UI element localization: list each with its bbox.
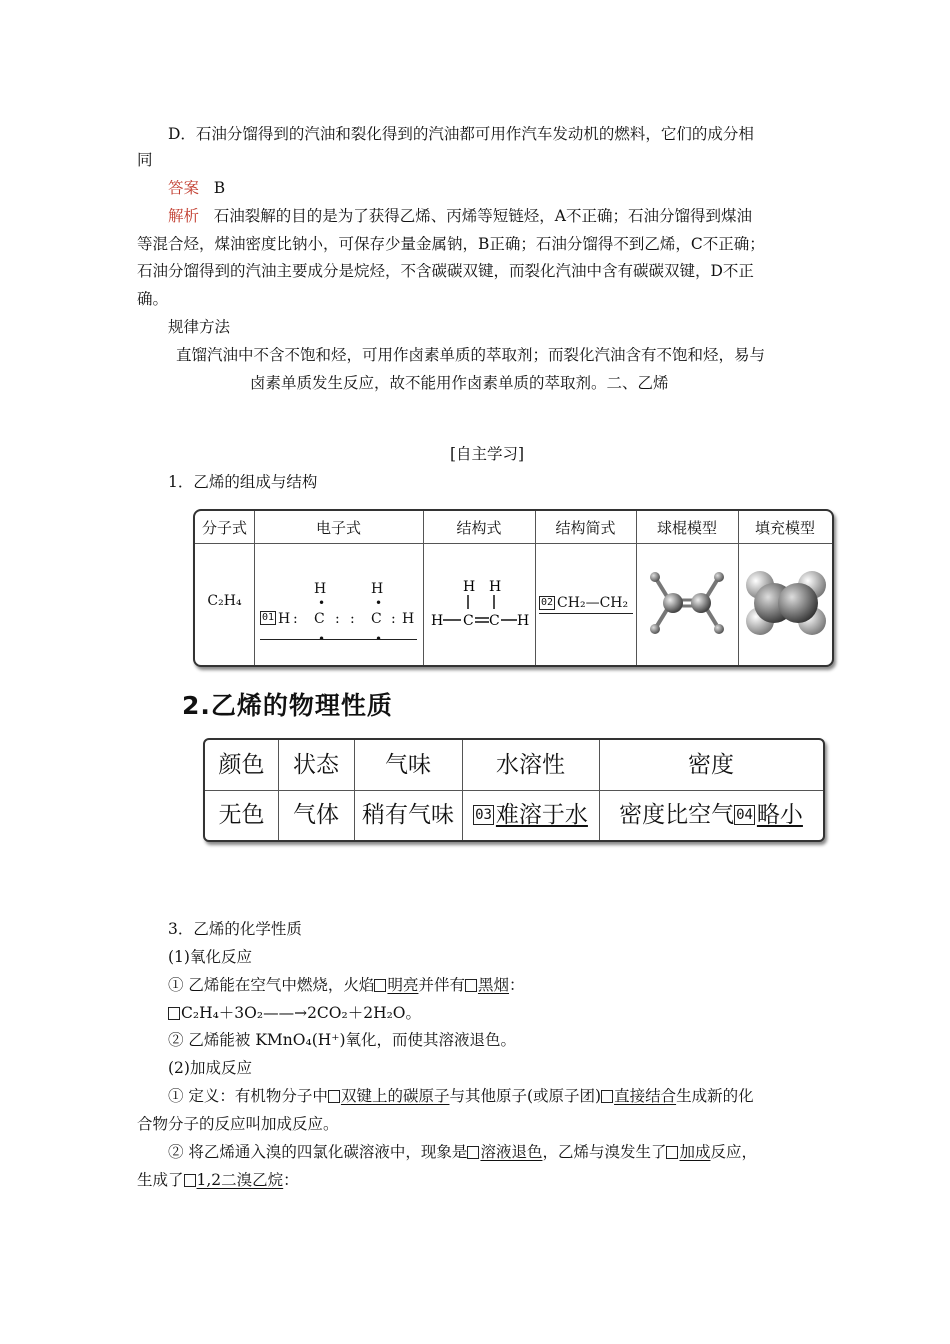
blank-04: 04 [736,807,753,823]
method-title: 规律方法 [168,318,231,336]
header-state: 状态 [293,752,339,778]
value-color: 无色 [218,802,265,828]
space-filling-model-image [743,561,829,645]
kmno4-line: ② 乙烯能被 KMnO₄(H⁺)氧化，而使其溶液退色。 [168,1031,517,1049]
self-study-heading: [自主学习] [450,445,525,463]
svg-text:H: H [489,579,502,595]
bromine-line2: 生成了 1,2二溴乙烷： [137,1171,299,1189]
blank-02: 02 [541,597,554,608]
svg-text:H: H [431,613,444,629]
header-molecular-formula: 分子式 [201,519,247,537]
analysis-text1: 石油裂解的目的是为了获得乙烯、丙烯等短链烃，A不正确；石油分馏得到煤油 [213,207,752,225]
physical-properties-table [203,738,825,842]
blank-box [184,1174,196,1187]
header-color: 颜色 [218,752,265,778]
blank-box [601,1090,613,1103]
section1-title: 1．乙烯的组成与结构 [168,473,318,491]
blank-box [467,1146,479,1159]
svg-text:C: C [463,613,474,629]
header-space-filling: 填充模型 [754,519,815,537]
molecular-formula: C₂H₄ [207,593,242,609]
blank-box [666,1146,678,1159]
header-solubility: 水溶性 [496,752,565,778]
header-ball-stick: 球棍模型 [656,519,717,537]
blank-box [465,979,477,992]
svg-text:H: H [463,579,476,595]
simple-formula: 02 CH₂—CH₂ [539,595,633,614]
definition-line1: ① 定义：有机物分子中 双键上的碳原子与其他原子(或原子团) 直接结合生成新的化 [168,1087,754,1105]
method-line2: 卤素单质发生反应，故不能用作卤素单质的萃取剂。二、乙烯 [250,374,669,392]
method-line1: 直馏汽油中不含不饱和烃，可用作卤素单质的萃取剂；而裂化汽油含有不饱和烃，易与 [176,346,766,364]
blank-box [168,1007,180,1020]
analysis-label: 解析 [168,207,200,225]
section3-title: 3．乙烯的化学性质 [168,920,302,938]
analysis-line2: 等混合烃，煤油密度比钠小，可保存少量金属钠，B正确；石油分馏得不到乙烯，C不正确； [137,235,765,253]
value-state: 气体 [293,802,339,828]
value-solubility: 03 难溶于水 [475,802,588,828]
blank-box [328,1090,340,1103]
header-odor: 气味 [385,752,431,778]
blank-01: 01 [262,612,275,623]
electron-formula: H H • • 01 H : C : : C : H [260,553,420,653]
answer-line [168,178,225,198]
combustion-line: ① 乙烯能在空气中燃烧，火焰 明亮并伴有 黑烟： [168,976,525,994]
answer-value: B [213,179,226,197]
bromine-line1: ② 将乙烯通入溴的四氯化碳溶液中，现象是 溶液退色，乙烯与溴发生了 加成反应， [168,1143,757,1161]
svg-text:H: H [517,613,530,629]
header-density: 密度 [688,752,734,778]
option-d-line2: 同 [137,151,153,169]
analysis-line4: 确。 [137,290,169,308]
structural-formula-svg [427,573,531,637]
section2-title: 2.乙烯的物理性质 [182,691,393,720]
ethylene-structure-table [193,509,834,667]
addition-heading: (2)加成反应 [168,1059,252,1077]
oxidation-heading: (1)氧化反应 [168,948,252,966]
header-structural-formula: 结构式 [456,519,502,537]
value-density: 密度比空气 04 略小 [619,802,803,828]
blank-03: 03 [475,807,492,823]
blank-box [374,979,386,992]
answer-label: 答案 [168,179,200,197]
svg-text:C: C [489,613,500,629]
definition-line2: 合物分子的反应叫加成反应。 [137,1115,339,1133]
ball-stick-model-image [641,561,733,645]
analysis-line3: 石油分馏得到的汽油主要成分是烷烃，不含碳碳双键，而裂化汽油中含有碳碳双键，D不正 [137,262,754,280]
analysis-line1 [168,206,752,226]
value-odor: 稍有气味 [362,802,454,828]
header-simple-formula: 结构简式 [555,519,616,537]
option-d-line1: D．石油分馏得到的汽油和裂化得到的汽油都可用作汽车发动机的燃料，它们的成分相 [168,125,754,143]
header-electron-formula: 电子式 [315,519,361,537]
combustion-equation: C₂H₄＋3O₂——→2CO₂＋2H₂O。 [168,1003,421,1023]
